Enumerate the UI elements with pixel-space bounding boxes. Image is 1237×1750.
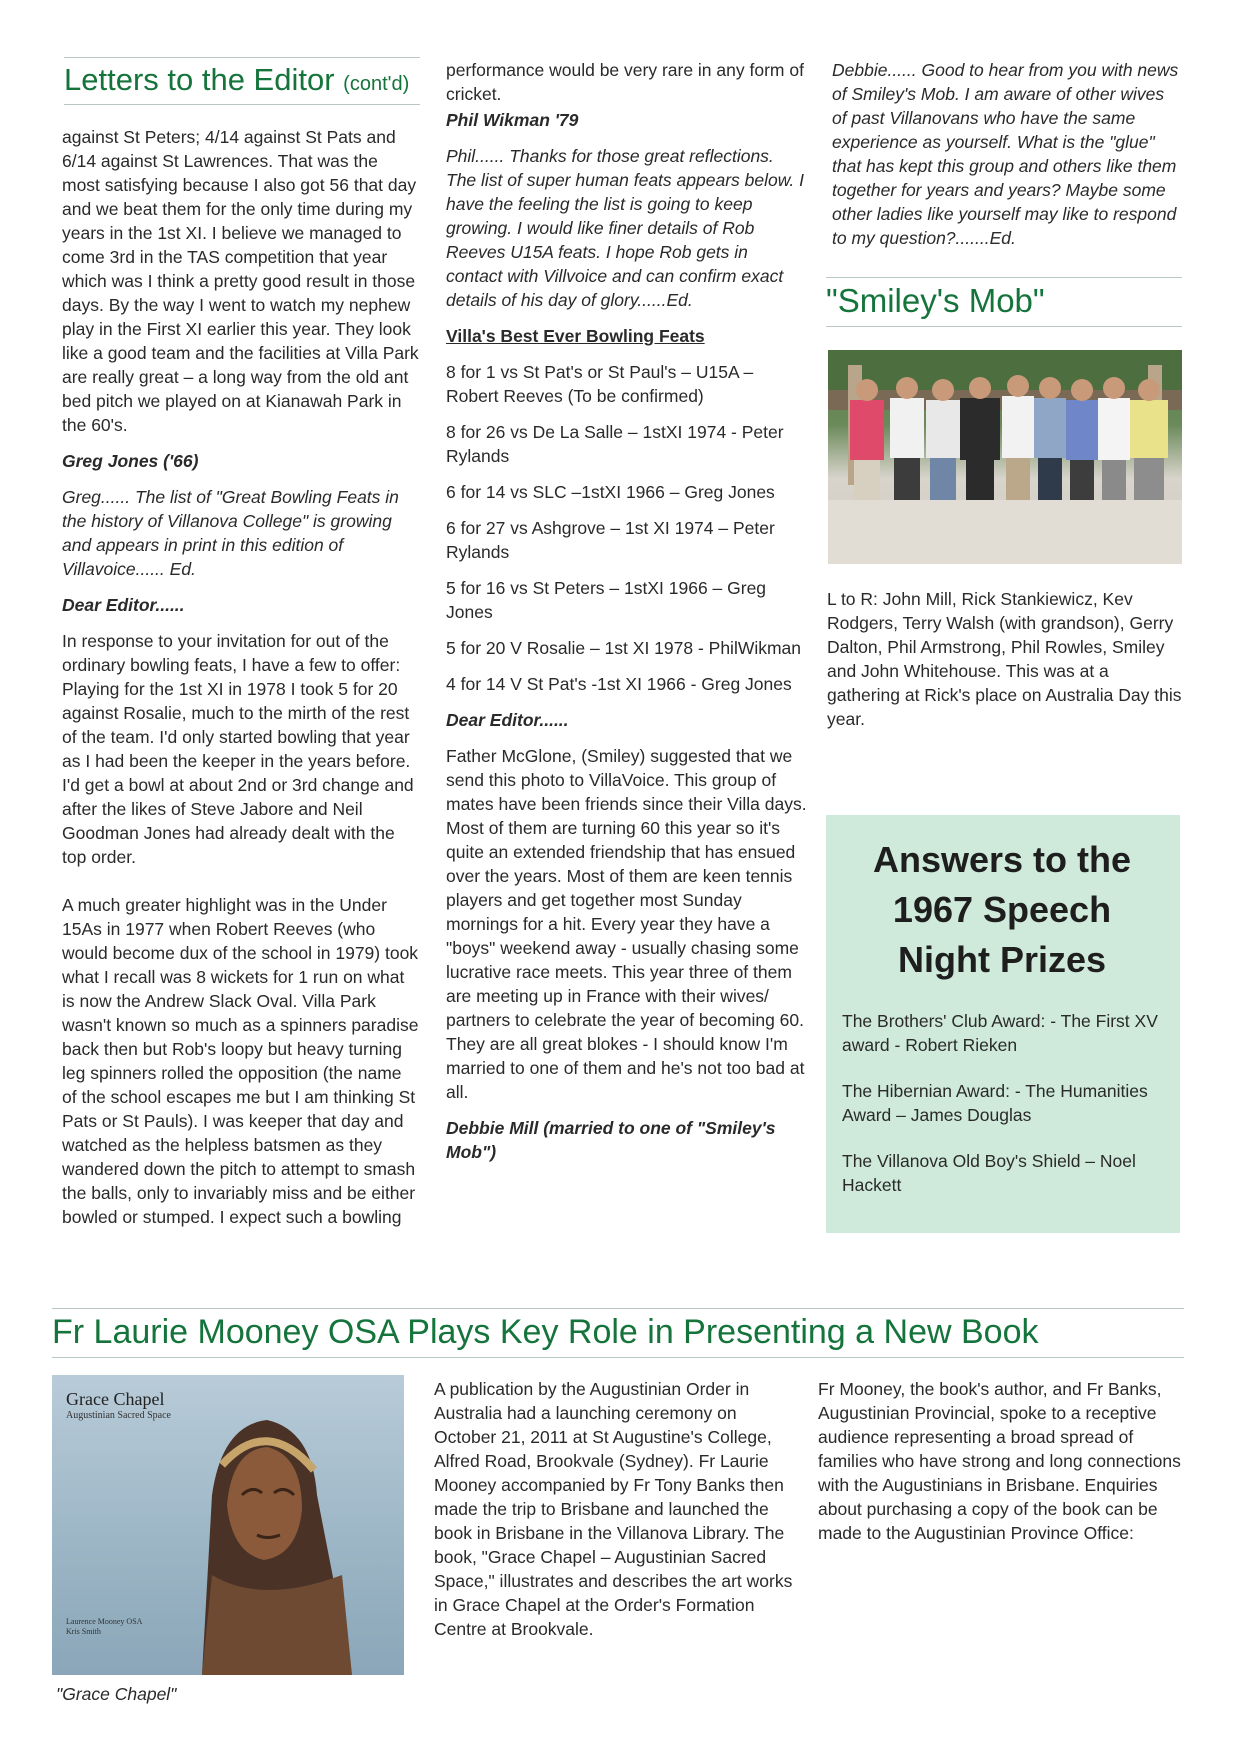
- signature: Greg Jones ('66): [62, 451, 199, 471]
- mooney-column-2: [818, 1377, 1184, 1557]
- answer-item: The Brothers' Club Award: - The First XV award - Robert Rieken: [842, 1011, 1158, 1055]
- feat-item: 5 for 20 V Rosalie – 1st XI 1978 - PhilWikman: [446, 638, 802, 658]
- feat-item: 6 for 14 vs SLC –1stXI 1966 – Greg Jones: [446, 482, 775, 502]
- answer-item: The Hibernian Award: - The Humanities Award – James Douglas: [842, 1081, 1148, 1125]
- editor-reply: Phil...... Thanks for those great reflections. The list of super human feats appears below. I have the feeling the list is going to keep growing. I would like finer details of Rob Reeves U15A feats. I hope Rob gets in contact with Villvoice and can confirm exact details of his day of glory......Ed.: [446, 146, 804, 310]
- mooney-paragraph: Fr Mooney, the book's author, and Fr Banks, Augustinian Provincial, spoke to a receptive audience representing a broad spread of families who have strong and long connections with the Augustinians in Brisbane. Enquiries about purchasing a copy of the book can be made to the Augustinian Province Office:: [818, 1379, 1181, 1543]
- letters-heading: [64, 57, 420, 105]
- column-1: [62, 125, 420, 1241]
- answer-item: The Villanova Old Boy's Shield – Noel Hackett: [842, 1151, 1136, 1195]
- feats-title: Villa's Best Ever Bowling Feats: [446, 326, 705, 346]
- feat-item: 6 for 27 vs Ashgrove – 1st XI 1974 – Peter Rylands: [446, 518, 775, 562]
- letter-paragraph: A much greater highlight was in the Under 15As in 1977 when Robert Reeves (who would become dux of the school in 1979) took what I recall was 8 wickets for 1 run on what is now the Andrew Slack Oval. Villa Park wasn't known so much as a spinners paradise back then but Rob's loopy but heavy turning leg spinners rolled the opposition (the name of the school escapes me but I am thinking St Pats or St Pauls). I was keeper that day and watched as the helpless batsmen as they wandered down the pitch to attempt to smash the balls, only to invariably miss and be either bowled or stumped. I expect such a bowling: [62, 895, 419, 1227]
- mooney-paragraph: A publication by the Augustinian Order in Australia had a launching ceremony on October 21, 2011 at St Augustine's College, Alfred Road, Brookvale (Sydney). Fr Laurie Mooney accompanied by Fr Tony Banks then made the trip to Brisbane and launched the book in Brisbane in the Villanova Library. The book, "Grace Chapel – Augustinian Sacred Space," illustrates and describes the art works in Grace Chapel at the Order's Formation Centre at Brookvale.: [434, 1379, 793, 1639]
- editor-reply-debbie: [832, 58, 1182, 262]
- caption-text: L to R: John Mill, Rick Stankiewicz, Kev Rodgers, Terry Walsh (with grandson), Gerry Dalton, Phil Armstrong, Phil Rowles, Smiley and John Whitehouse. This was at a gathering at Rick's place on Australia Day this year.: [827, 589, 1182, 729]
- answers-box: [826, 815, 1180, 1233]
- letter-paragraph: against St Peters; 4/14 against St Pats and 6/14 against St Lawrences. That was the most satisfying because I also got 56 that day and we beat them for the only time during my years in the 1st XI. I believe we managed to come 3rd in the TAS competition that year which was I think a pretty good result in those days. By the way I went to watch my nephew play in the First XI earlier this year. They look like a good team and the facilities at Villa Park are really great – a long way from the old ant bed pitch we played on at Kianawah Park in the 60's.: [62, 127, 419, 435]
- column-2: [446, 58, 808, 1176]
- book-author-2: Kris Smith: [66, 1627, 101, 1636]
- feat-item: 5 for 16 vs St Peters – 1stXI 1966 – Greg Jones: [446, 578, 767, 622]
- letters-title-suffix: (cont'd): [343, 73, 410, 95]
- letter-paragraph: Father McGlone, (Smiley) suggested that we send this photo to VillaVoice. This group of mates have been friends since their Villa days. Most of them are turning 60 this year so it's quite an extended friendship that has ensued over the years. Most of them are keen tennis players and get together most Sunday mornings for a hit. Every year they have a "boys" weekend away - usually chasing some lucrative race meets. This year three of them are meeting up in France with their wives/ partners to celebrate the year of becoming 60. They are all great blokes - I should know I'm married to one of them and he's not too bad at all.: [446, 746, 807, 1102]
- photo-caption: [827, 587, 1183, 743]
- smileys-mob-photo: [828, 350, 1182, 564]
- book-image-caption: [56, 1682, 396, 1706]
- feat-item: 8 for 1 vs St Pat's or St Paul's – U15A – Robert Reeves (To be confirmed): [446, 362, 754, 406]
- feats-list: [446, 360, 808, 696]
- feat-item: 4 for 14 V St Pat's -1st XI 1966 - Greg Jones: [446, 674, 792, 694]
- book-subtitle: Augustinian Sacred Space: [66, 1410, 171, 1421]
- mooney-title: Fr Laurie Mooney OSA Plays Key Role in Presenting a New Book: [52, 1313, 1039, 1351]
- book-cover-image: [52, 1375, 404, 1675]
- book-caption-text: "Grace Chapel": [56, 1684, 177, 1704]
- editor-reply: Greg...... The list of "Great Bowling Feats in the history of Villanova College" is growing and appears in print in this edition of Villavoice...... Ed.: [62, 487, 399, 579]
- book-author-1: Laurence Mooney OSA: [66, 1617, 143, 1626]
- feat-item: 8 for 26 vs De La Salle – 1stXI 1974 - Peter Rylands: [446, 422, 784, 466]
- smiley-title: "Smiley's Mob": [826, 282, 1045, 319]
- smiley-heading: [826, 277, 1182, 327]
- letter-paragraph: In response to your invitation for out of the ordinary bowling feats, I have a few to offer: Playing for the 1st XI in 1978 I took 5 for 20 against Rosalie, much to the mirth of the rest of the team. I'd only started bowling that year as I had been the keeper in the years before. I'd get a bowl at about 2nd or 3rd change and after the likes of Steve Jabore and Neil Goodman Jones had already dealt with the top order.: [62, 631, 414, 867]
- letter-paragraph: performance would be very rare in any form of cricket.: [446, 60, 804, 104]
- statue-illustration: [52, 1375, 404, 1675]
- answers-title: Answers to the 1967 Speech Night Prizes: [872, 839, 1132, 980]
- letters-title: Letters to the Editor: [64, 62, 335, 97]
- signature: Phil Wikman '79: [446, 110, 579, 130]
- book-title: Grace Chapel: [66, 1389, 165, 1409]
- editor-reply: Debbie...... Good to hear from you with news of Smiley's Mob. I am aware of other wives of past Villanovans who have the same experience as yourself. What is the "glue" that has kept this group and others like them together for years and years? Maybe some other ladies like yourself may like to respond to my question?.......Ed.: [832, 60, 1179, 248]
- group-photo-illustration: [828, 350, 1182, 564]
- salutation: Dear Editor......: [446, 710, 569, 730]
- salutation: Dear Editor......: [62, 595, 185, 615]
- signature: Debbie Mill (married to one of "Smiley's Mob"): [446, 1118, 776, 1162]
- mooney-column-1: [434, 1377, 794, 1653]
- mooney-heading: [52, 1308, 1184, 1358]
